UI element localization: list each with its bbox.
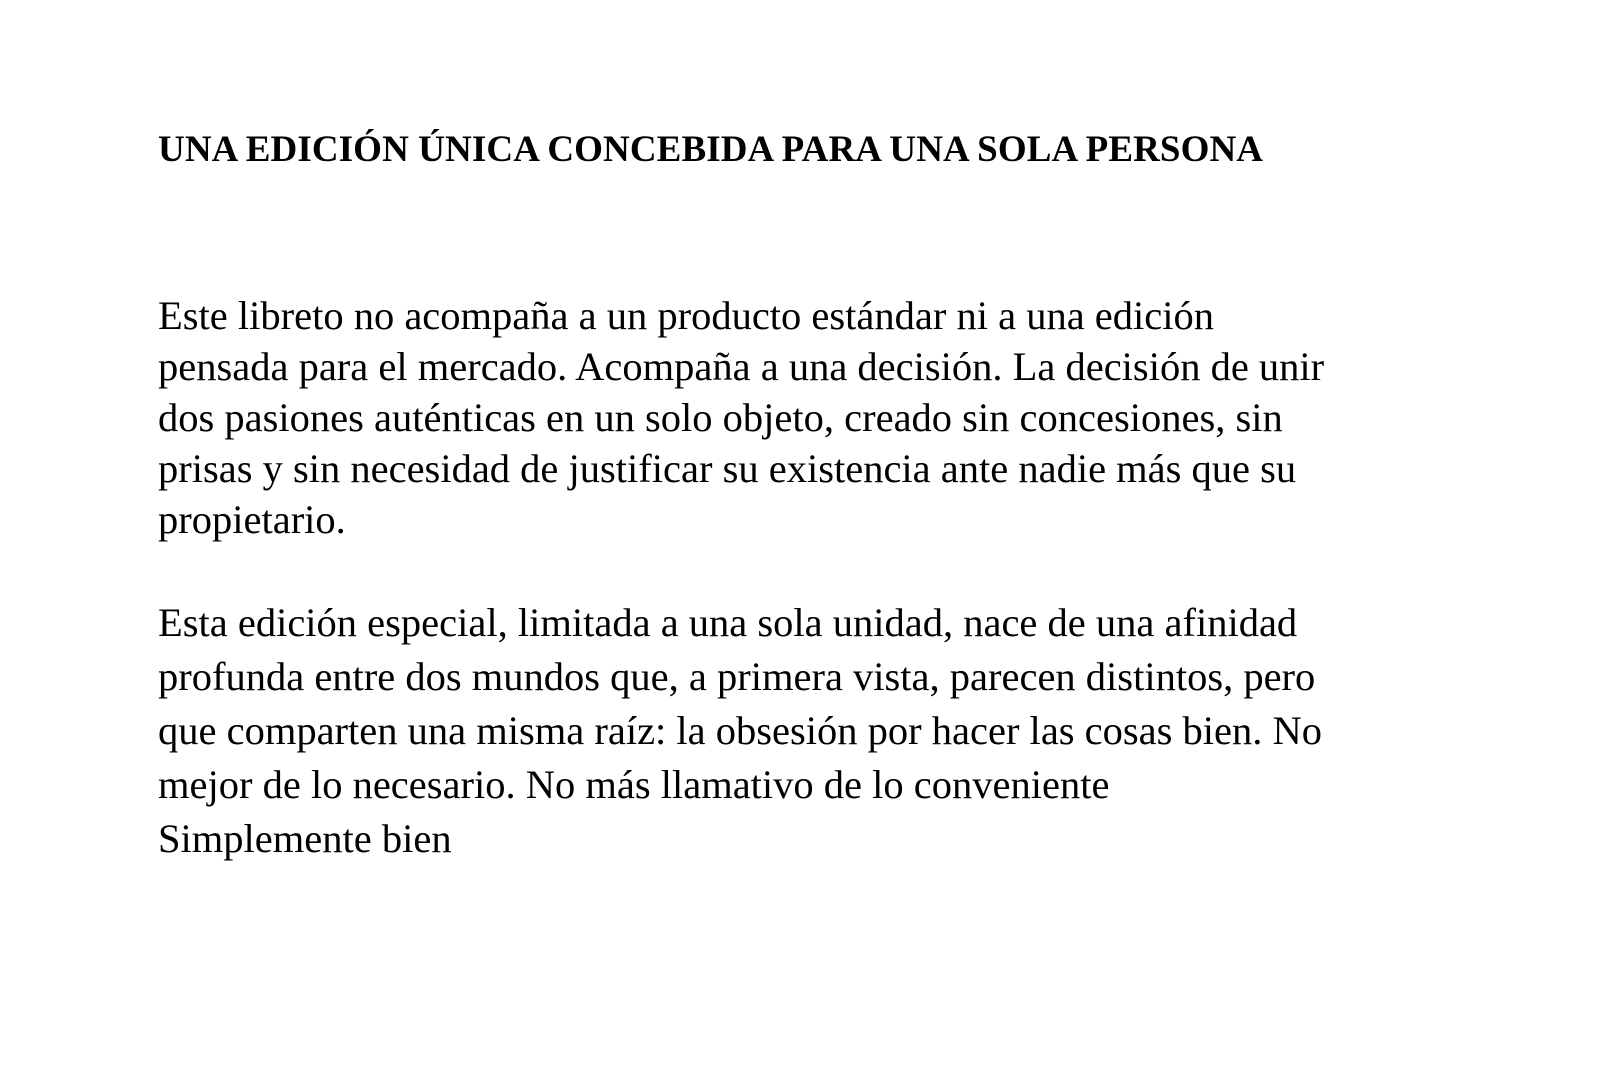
paragraph-1 — [158, 290, 1324, 545]
document-title: UNA EDICIÓN ÚNICA CONCEBIDA PARA UNA SOLA PERSONA — [158, 129, 1264, 170]
text-line: Este libreto no acompaña a un producto estándar ni a una edición — [158, 293, 1215, 338]
text-line: propietario. — [158, 497, 346, 542]
text-line: Simplemente bien — [158, 816, 452, 861]
text-line: pensada para el mercado. Acompaña a una decisión. La decisión de unir — [158, 344, 1325, 389]
text-line: mejor de lo necesario. No más llamativo de lo conveniente — [158, 762, 1110, 807]
text-line: que comparten una misma raíz: la obsesión por hacer las cosas bien. No — [158, 708, 1322, 753]
text-line: profunda entre dos mundos que, a primera vista, parecen distintos, pero — [158, 654, 1316, 699]
text-line: Esta edición especial, limitada a una sola unidad, nace de una afinidad — [158, 600, 1298, 645]
text-line: dos pasiones auténticas en un solo objeto, creado sin concesiones, sin — [158, 395, 1283, 440]
text-line: prisas y sin necesidad de justificar su existencia ante nadie más que su — [158, 446, 1297, 491]
paragraph-2 — [158, 596, 1322, 866]
